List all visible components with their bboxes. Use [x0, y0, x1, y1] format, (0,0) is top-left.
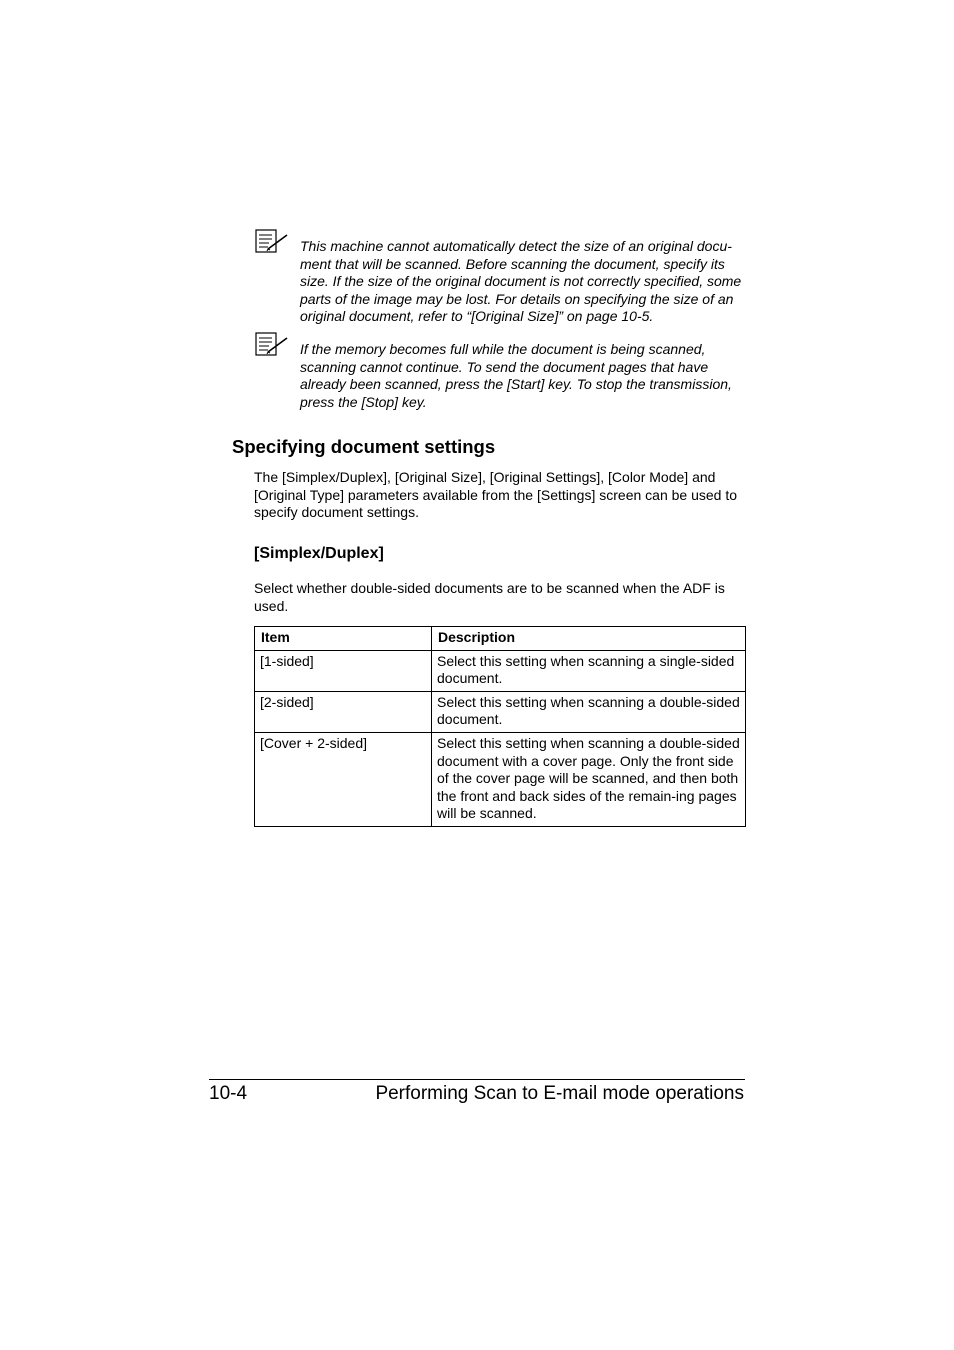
table-cell-description: Select this setting when scanning a single-sided document. — [432, 650, 746, 691]
section-heading: Specifying document settings — [232, 436, 496, 457]
table-row — [255, 650, 746, 691]
table-cell-item: [Cover + 2-sided] — [255, 732, 432, 826]
table-row — [255, 691, 746, 732]
note-text: If the memory becomes full while the document is being scanned, scanning cannot continue. To send the document pages that have already been scanned, press the [Start] key. To stop the transmission, press the [Stop] key. — [300, 341, 732, 410]
table-cell-item: [2-sided] — [255, 691, 432, 732]
column-header-item: Item — [255, 627, 432, 651]
note-1 — [254, 238, 746, 326]
table-cell-description: Select this setting when scanning a double-sided document with a cover page. Only the front side of the cover page will be scanned, and then both the front and back sides of the remain-ing pages will be scanned. — [432, 732, 746, 826]
footer-divider — [209, 1079, 745, 1080]
table-header-row — [255, 627, 746, 651]
note-pencil-icon — [254, 332, 290, 358]
table-cell-description: Select this setting when scanning a double-sided document. — [432, 691, 746, 732]
subsection-heading: [Simplex/Duplex] — [254, 545, 384, 562]
table-cell-item: [1-sided] — [255, 650, 432, 691]
subsection-intro: Select whether double-sided documents are to be scanned when the ADF is used. — [254, 580, 725, 614]
note-text: This machine cannot automatically detect the size of an original docu-ment that will be scanned. Before scanning the document, specify its size. If the size of the original document is not correctly specified, some parts of the image may be lost. For details on specifying the size of an original document, refer to “[Original Size]” on page 10-5. — [300, 238, 742, 325]
chapter-title: Performing Scan to E-mail mode operations — [375, 1083, 744, 1104]
note-2 — [254, 341, 746, 411]
table-row — [255, 732, 746, 826]
settings-table — [254, 626, 746, 827]
section-intro: The [Simplex/Duplex], [Original Size], [Original Settings], [Color Mode] and [Original Type] parameters available from the [Settings] screen can be used to specify document settings. — [254, 469, 737, 521]
note-pencil-icon — [254, 229, 290, 255]
page-number: 10-4 — [209, 1083, 248, 1104]
column-header-description: Description — [432, 627, 746, 651]
